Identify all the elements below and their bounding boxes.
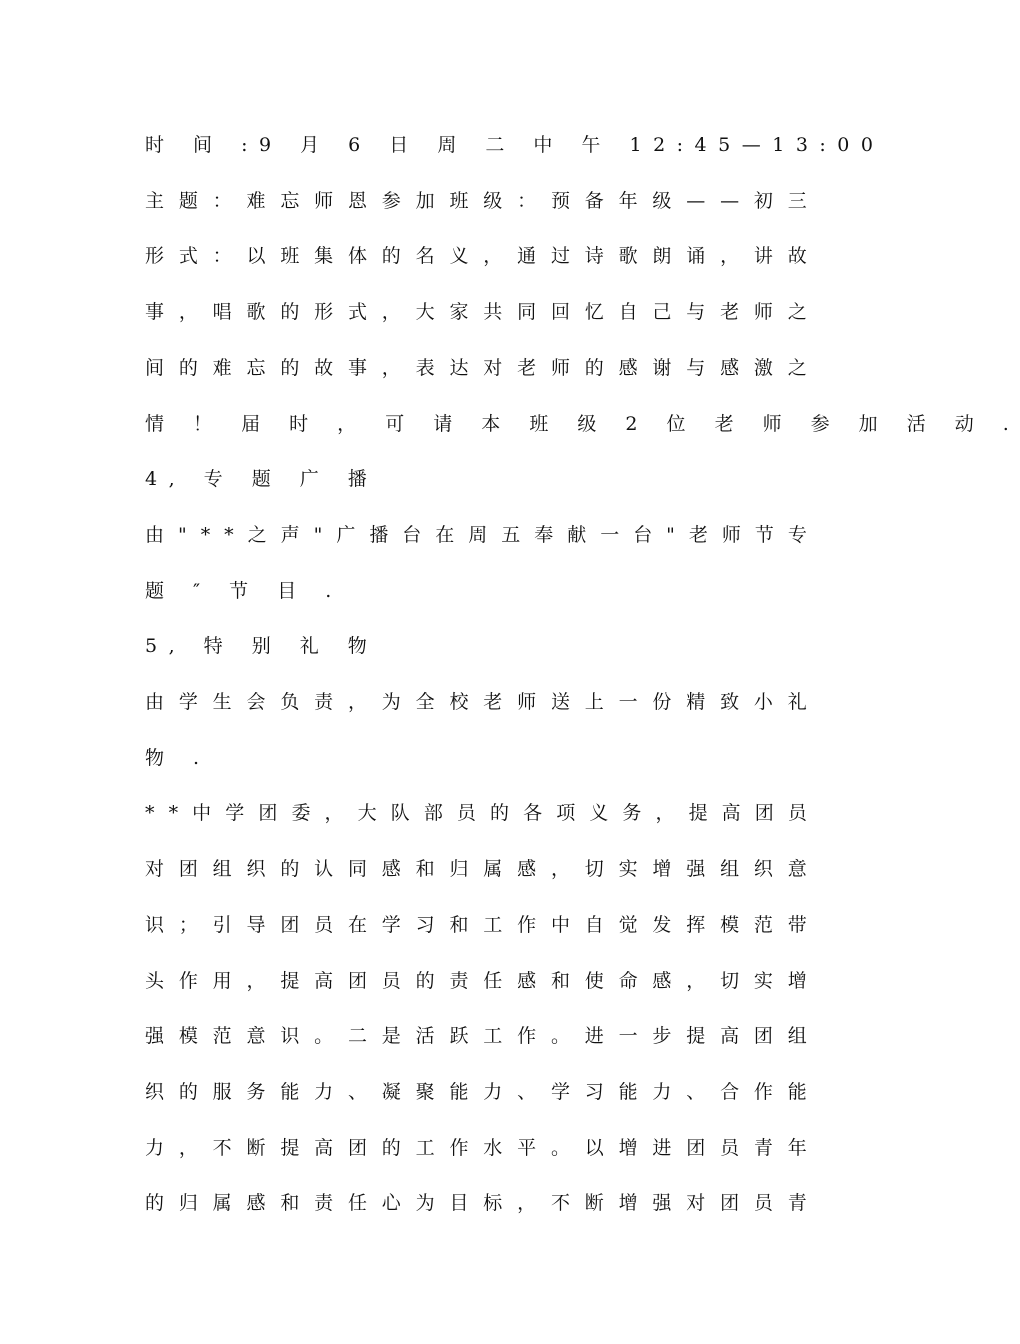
text-line-11: 由 学 生 会 负 责 ， 为 全 校 老 师 送 上 一 份 精 致 小 礼 — [145, 691, 807, 713]
text-line-16: 头 作 用 ， 提 高 团 员 的 责 任 感 和 使 命 感 ， 切 实 增 — [145, 969, 807, 992]
text-line-8: 由 " * * 之 声 " 广 播 台 在 周 五 奉 献 一 台 " 老 师 节 专 — [145, 523, 807, 546]
text-line-1: 时 间 :9 月 6 日 周 二 中 午 12:45—13:00 — [145, 134, 885, 156]
text-line-18: 织 的 服 务 能 力 、 凝 聚 能 力 、 学 习 能 力 、 合 作 能 — [145, 1080, 807, 1103]
text-line-3: 形 式 ： 以 班 集 体 的 名 义 ， 通 过 诗 歌 朗 诵 ， 讲 故 — [145, 245, 807, 268]
text-line-12: 物 . — [145, 746, 211, 769]
text-line-14: 对 团 组 织 的 认 同 感 和 归 属 感 ， 切 实 增 强 组 织 意 — [145, 858, 807, 881]
text-line-17: 强 模 范 意 识 。 二 是 活 跃 工 作 。 进 一 步 提 高 团 组 — [145, 1025, 807, 1048]
text-line-15: 识 ； 引 导 团 员 在 学 习 和 工 作 中 自 觉 发 挥 模 范 带 — [145, 913, 807, 936]
text-line-10: 5, 特 别 礼 物 — [145, 635, 379, 658]
text-line-6: 情 ！ 届 时 ， 可 请 本 班 级 2 位 老 师 参 加 活 动 . — [145, 412, 1020, 435]
text-line-13: * * 中 学 团 委 ， 大 队 部 员 的 各 项 义 务 ， 提 高 团 员 — [145, 802, 807, 825]
text-line-9: 题 ″ 节 目 . — [145, 579, 343, 602]
text-line-20: 的 归 属 感 和 责 任 心 为 目 标 ， 不 断 增 强 对 团 员 青 — [145, 1192, 807, 1215]
text-line-2: 主 题 ： 难 忘 师 恩 参 加 班 级 ： 预 备 年 级 — — 初 三 — [145, 189, 807, 212]
text-line-7: 4, 专 题 广 播 — [145, 468, 379, 491]
text-line-4: 事 ， 唱 歌 的 形 式 ， 大 家 共 同 回 忆 自 己 与 老 师 之 — [145, 301, 807, 324]
text-line-19: 力 ， 不 断 提 高 团 的 工 作 水 平 。 以 增 进 团 员 青 年 — [145, 1136, 807, 1159]
text-line-5: 间 的 难 忘 的 故 事 ， 表 达 对 老 师 的 感 谢 与 感 激 之 — [145, 356, 807, 379]
